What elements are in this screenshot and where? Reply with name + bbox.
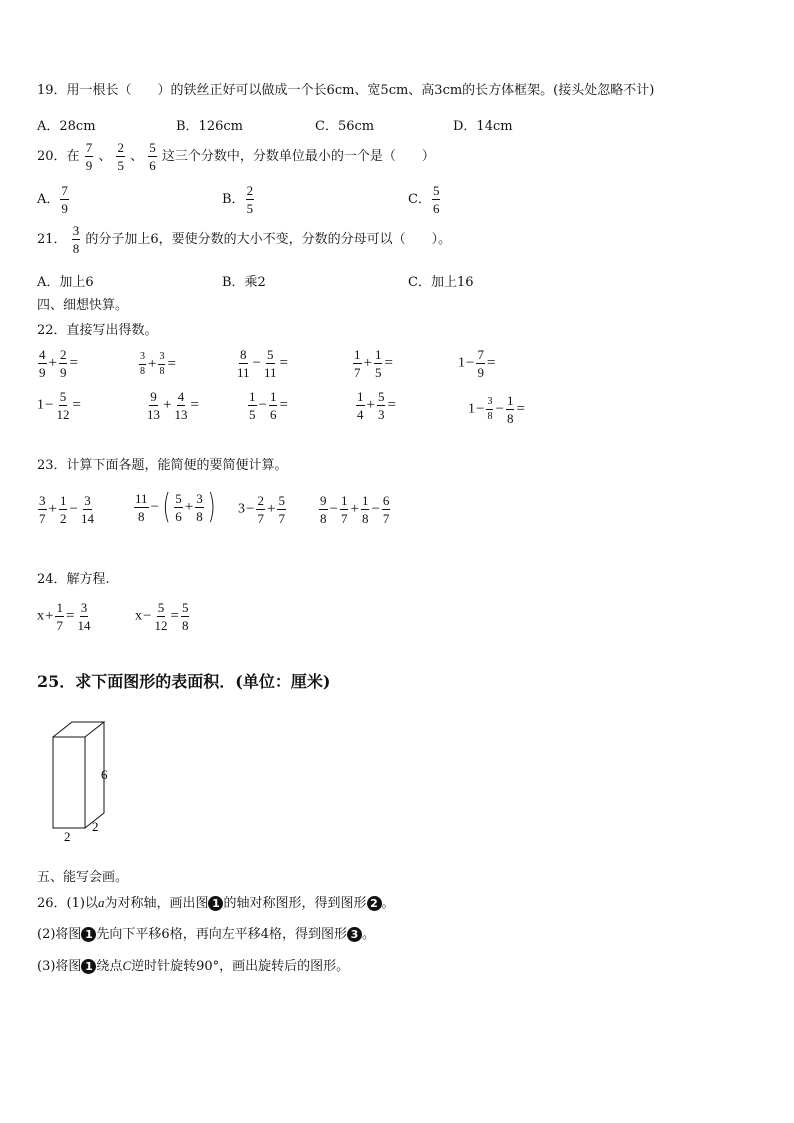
cuboid-width-label: 2 (64, 829, 71, 844)
section-5-heading: 五、能写会画。 (37, 870, 129, 885)
q20-suffix: 这三个分数中，分数单位最小的一个是（ ） (161, 149, 435, 164)
q23-expr-4: $\frac{9}{8}$ − $\frac{1}{7}$ + $\frac{1}{8}$ − $\frac{6}{7}$ (320, 493, 390, 526)
q26-part-1: 26．(1)以a为对称轴，画出图 1 的轴对称图形，得到图形 2 。 (37, 895, 395, 911)
cuboid-front-face (53, 737, 85, 828)
q19-option-b: B．126cm (176, 119, 243, 134)
q20-option-b: B． $\frac{2}{5}$ (222, 183, 254, 216)
q25-title: 25．求下面图形的表面积．(单位：厘米) (37, 672, 331, 691)
q22-expr-10: 1− $\frac{3}{8}$ − $\frac{1}{8}$ = (468, 393, 525, 426)
q19-option-c: C．56cm (315, 119, 375, 134)
q23-expr-2: $\frac{11}{8}$ − ( $\frac{5}{6}$ + $\frac{3}{8}$ ) (135, 487, 216, 527)
q21-option-a: A．加上6 (37, 275, 94, 290)
cuboid-height-label: 6 (101, 767, 108, 782)
q19-option-d: D．14cm (453, 119, 513, 134)
q22-expr-3: $\frac{8}{11}$ − $\frac{5}{11}$ = (237, 347, 288, 380)
q22-expr-9: $\frac{1}{4}$ + $\frac{5}{3}$ = (357, 389, 396, 422)
q23-expr-1: $\frac{3}{7}$ + $\frac{1}{2}$ − $\frac{3}{14}$ (39, 493, 94, 526)
q20-fraction-1: $\frac{7}{9}$ (85, 140, 93, 173)
q20-option-a: A． $\frac{7}{9}$ (37, 183, 68, 216)
section-4-heading: 四、细想快算。 (37, 298, 129, 313)
q21-option-c: C．加上16 (408, 275, 474, 290)
q20-option-c: C． $\frac{5}{6}$ (408, 183, 440, 216)
q22-expr-4: $\frac{1}{7}$ + $\frac{1}{5}$ = (354, 347, 393, 380)
cuboid-depth-label: 2 (92, 819, 99, 834)
q26-part-3: (3)将图 1 绕点C逆时针旋转90°，画出旋转后的图形。 (37, 958, 350, 974)
q22-title: 22．直接写出得数。 (37, 323, 158, 338)
q19-option-a: A．28cm (37, 119, 96, 134)
q22-expr-8: $\frac{1}{5}$ − $\frac{1}{6}$ = (249, 389, 288, 422)
figure-1-marker: 1 (81, 959, 96, 974)
figure-3-marker: 3 (347, 927, 362, 942)
q22-expr-6: 1− $\frac{5}{12}$ = (37, 389, 81, 422)
q20-fraction-3: $\frac{5}{6}$ (149, 140, 156, 173)
q24-equation-1: x+ $\frac{1}{7}$ = $\frac{3}{14}$ (37, 600, 91, 633)
figure-1-marker: 1 (81, 927, 96, 942)
q24-equation-2: x− $\frac{5}{12}$ = $\frac{5}{8}$ (135, 600, 189, 633)
figure-2-marker: 2 (367, 896, 382, 911)
q22-expr-1: $\frac{4}{9}$ + $\frac{2}{9}$ = (39, 347, 78, 380)
axis-label: a (97, 895, 105, 910)
q23-expr-3: 3− $\frac{2}{7}$ + $\frac{5}{7}$ (238, 493, 285, 526)
q21-option-b: B．乘2 (222, 275, 266, 290)
point-c-label: C (122, 958, 132, 973)
q21-stem: 21． $\frac{3}{8}$ 的分子加上6，要使分数的大小不变，分数的分母可以（ ）。 (37, 223, 452, 256)
q20-prefix: 20．在 (37, 149, 80, 164)
q22-expr-2: $\frac{3}{8}$ + $\frac{3}{8}$ = (140, 351, 176, 377)
q22-expr-5: 1− $\frac{7}{9}$ = (458, 347, 496, 380)
q26-part-2: (2)将图 1 先向下平移6格，再向左平移4格，得到图形 3 。 (37, 927, 375, 942)
q23-title: 23．计算下面各题，能简便的要简便计算。 (37, 458, 288, 473)
cuboid-top-face (53, 722, 104, 737)
q22-expr-7: $\frac{9}{13}$ + $\frac{4}{13}$ = (147, 389, 199, 422)
q24-title: 24．解方程. (37, 572, 110, 587)
q21-fraction: $\frac{3}{8}$ (72, 223, 80, 256)
q19-stem: 19．用一根长（ ）的铁丝正好可以做成一个长6cm、宽5cm、高3cm的长方体框架。(接头处忽略不计) (37, 83, 655, 98)
q21-suffix: 的分子加上6，要使分数的大小不变，分数的分母可以（ ）。 (85, 232, 452, 247)
cuboid-figure (40, 715, 130, 845)
q20-stem: 20．在 $\frac{7}{9}$ 、 $\frac{2}{5}$ 、 $\frac{5}{6}$ 这三个分数中，分数单位最小的一个是（ ） (37, 140, 435, 173)
q20-fraction-2: $\frac{2}{5}$ (117, 140, 124, 173)
figure-1-marker: 1 (208, 896, 223, 911)
